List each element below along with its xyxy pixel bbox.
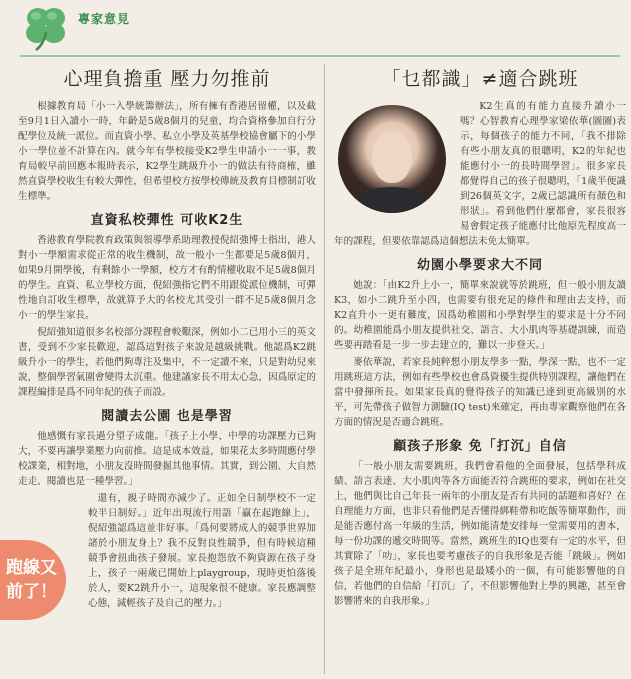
left-subhead-1: 直資私校彈性 可收K2生 xyxy=(90,213,244,228)
right-paragraph-4: 「一般小朋友需要跳班，我們會看他的全面發展，包括學科成績、語言表達、大小肌肉等各方面能否符合跳班的要求，例如在社交上，他們與比自己年長一兩年的小朋友是否有共同的話題和喜好？在自理能力方面，也非只看他們是否懂得綁鞋帶和吃飯等簡單動作，而是能否應付高一年級的生活，例如能清楚安排每一堂需要用的書本，每一份功課的遞交時間等。當然，跳班生的IQ也要有一定的水平，但其實除了「叻」，家長也要考慮孩子的自我形象是否能「跳級」。例如孩子是全班年紀最小，身形也是最矮小的一個，有可能影響他的自信，若他們的自信給「打沉」了，不但影響他對上學的興趣，甚至會影響將來的自我形象。」 xyxy=(334,461,626,607)
left-paragraph-2: 香港教育學院教育政策與領導學系助理教授倪紹強博士指出，港人對小一學額需求從正常的收生機制，故一般小一生都要足5歲8個月，如果9月開學後，有剩餘小一學額，校方才有酌情權收取不足5歲8個月的學生。直資、私立學校方面，倪紹強指它們不用跟從派位機制，可彈性地自訂收生標準，故就算予大的名校尤其受引一群不足5歲8個月念小一的學生家長。 xyxy=(18,235,316,321)
right-subhead-2: 顧孩子形象 免「打沉」自信 xyxy=(393,439,567,454)
pull-quote-line-2: 前了！ xyxy=(6,582,57,602)
portrait-shirt xyxy=(348,187,436,213)
pull-quote-line-1: 跑線又 xyxy=(6,558,57,578)
section-tag: 專家意見 xyxy=(78,12,131,26)
left-paragraph-4: 他感慨有家長過分望子成龍。「孩子上小學、中學的功課壓力已夠大，不要再讓學業壓力向前推。這是成本效益，如果花太多時間應付學校課業，相對地，小朋友沒時間發掘其他事情。其實，到公園、大自然走走、閱讀也是一種學習。」 xyxy=(18,431,316,487)
right-article xyxy=(334,60,626,675)
header-rule xyxy=(20,55,620,57)
clover-icon xyxy=(22,4,72,52)
left-paragraph-1: 根據教育局「小一入學統籌辦法」，所有擁有香港居留權，以及截至9月1日入讀小一時，年齡是5歲8個月的兒童，均合資格參加自行分配學位及統一派位。而直資小學、私立小學及英基學校協會屬下的小學小一學位並不計算在內。就今年有學校接受K2學生申請小一一事，教育局較早前回應本報時表示，K2學生跳級升小一的做法有待商榷，雖然直資學校收生有較大彈性，但希望校方按學校傳統及教育目標制訂收生標準。 xyxy=(18,101,316,202)
left-paragraph-5: 還有，親子時間亦減少了。正如全日制學校不一定較半日制好。」近年出現流行用語「贏在起跑線上」，倪紹強認爲這並非好事。「爲何要將成人的競爭世界加諸於小朋友身上？我不反對良性競爭，但有時候這種競爭會扭曲孩子發展。家長抱怨放不夠資源在孩子身上，孩子一兩歲已開始上playgroup，現時更怕落後於人，要K2跳升小一，這現象很不健康。家長應調整心態，減輕孩子及自己的壓力。」 xyxy=(88,493,316,609)
right-paragraph-3: 麥依華說，若家長純粹想小朋友學多一點，學深一點，也不一定用跳班這方法，例如有些學校也會爲資優生提供特別課程，讓他們在當中發揮所長。如果家長真的覺得孩子的知識已達到更高級別的水平，可先帶孩子做智力測驗(IQ test)來確定，再由專家觀察他們在各方面的情況是否適合跳班。 xyxy=(334,357,626,428)
right-paragraph-1: K2生真的有能力直接升讀小一嗎？心智教育心理學家梁依華(圖圖)表示，每個孩子的能力不同，「我不排除有些小朋友真的很聰明，K2的年紀也能應付小一的長時間學習」。很多家長都覺得自己的孩子很聰明，「1歲半便識到26個英文字，2歲已認識所有顏色和形狀」。看到他們什麼都會，家長很容易會假定孩子能應付比他原先程度高一年的課程，但要依靠認爲這個想法未免太簡單。 xyxy=(334,101,626,247)
column-divider xyxy=(324,64,325,674)
right-paragraph-2: 她說：「由K2升上小一，簡單來說就等於跳班，但一般小朋友讀K3，如小二跳升至小四，也需要有很充足的條件和理由去支持，而K2直升小一更有難度，因爲幼稚園和小學對學生的要求是十分不同的。幼稚園能爲小朋友提供社交、語言、大小肌肉等基礎訓練，而造些要再踏看是一步一步去建立的，難以一步登天。」 xyxy=(334,280,626,351)
right-headline: 「乜都識」≠適合跳班 xyxy=(381,68,579,90)
left-headline: 心理負擔重 壓力勿推前 xyxy=(63,68,271,90)
portrait-image xyxy=(338,105,446,213)
right-subhead-1: 幼園小學要求大不同 xyxy=(416,258,543,273)
left-paragraph-3: 倪紹強知道很多名校部分課程會較艱深，例如小二已用小三的英文書，受到不少家長歡迎，認爲這對孩子來說是越級挑戰。他認爲K2跳級升小一的學生，若他們夠專注及集中，不一定讀不來，只是對幼兒來說，整個學習氣圍會變得太沉重。他建議家長不用太心急，因爲原定的課程編排是爲不同年紀的孩子而設。 xyxy=(18,327,316,398)
left-subhead-2: 閱讀去公園 也是學習 xyxy=(101,409,233,424)
portrait-photo xyxy=(334,101,452,219)
portrait-face xyxy=(372,131,412,183)
